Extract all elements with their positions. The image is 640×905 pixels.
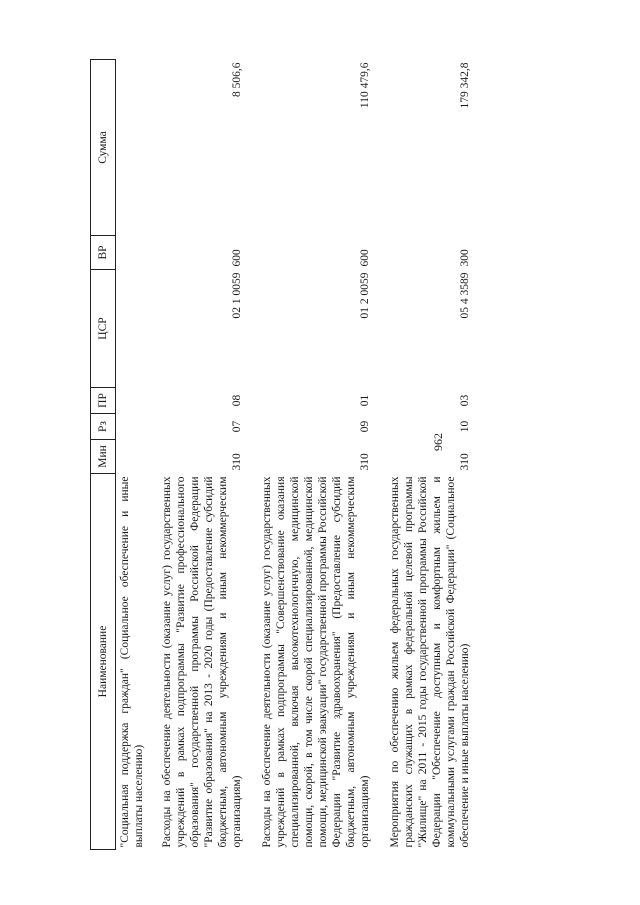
header-pr: ПР — [91, 388, 116, 414]
row-vr — [116, 236, 153, 270]
row-name: "Социальная поддержка граждан" (Социальное обеспечение и иные выплаты населению) — [119, 476, 145, 848]
row-vr: 600 — [231, 249, 243, 267]
row-csr — [116, 270, 153, 388]
row-sum: 110 479,6 — [359, 62, 371, 109]
row-name: Мероприятия по обеспечению жильем федеральных государственных гражданских служащих в рамках федеральной целевой программы "Жилище" на 2011 - 2015 годы государственной программы Российской Федерации "Обеспечение доступным и комфортным жильем и коммунальными услугами граждан Российской Федерации" (Социальное обеспечение и иные выплаты населению) — [389, 476, 471, 848]
table-header-row — [91, 60, 116, 850]
row-min — [116, 440, 153, 474]
row-rz: 10 — [459, 420, 471, 433]
budget-table-sheet — [90, 60, 540, 850]
row-pr: 01 — [359, 394, 371, 407]
row-vr: 600 — [359, 249, 371, 267]
row-sum: 8 506,6 — [231, 62, 243, 97]
row-min: 310 — [459, 453, 471, 471]
row-sum: 179 342,8 — [459, 62, 471, 109]
row-name: Расходы на обеспечение деятельности (оказание услуг) государственных учреждений в рамках подпрограммы "Совершенствование оказания специализированной, включая высокотехнологичную, медицинской помощи, скорой, в том числе скорой специализированной, медицинской помощи, медицинской эвакуации" государственной программы Российской Федерации "Развитие здравоохранения" (Предоставление субсидий бюджетным, автономным учреждениям и иным некоммерческим организациям) — [261, 476, 371, 848]
row-pr: 03 — [459, 394, 471, 407]
row-name: Расходы на обеспечение деятельности (оказание услуг) государственных учреждений в рамках подпрограммы "Развитие профессионального образования" государственной программы Российской Федерации "Развитие образования" на 2013 - 2020 годы (Предоставление субсидий бюджетным, автономным учреждениям и иным некоммерческим организациям) — [161, 476, 243, 848]
row-rz: 09 — [359, 420, 371, 433]
row-csr: 05 4 3589 — [459, 272, 471, 319]
budget-table — [90, 59, 474, 850]
row-min: 310 — [359, 453, 371, 471]
header-csr: ЦСР — [91, 270, 116, 388]
table-row — [152, 60, 252, 850]
header-vr: ВР — [91, 236, 116, 270]
row-rz — [116, 414, 153, 440]
table-row — [380, 60, 474, 850]
header-sum: Сумма — [91, 60, 116, 236]
row-rz: 07 — [231, 420, 243, 433]
header-name: Наименование — [91, 474, 116, 850]
table-row — [116, 60, 153, 850]
table-row — [252, 60, 380, 850]
row-pr — [116, 388, 153, 414]
row-pr: 08 — [231, 394, 243, 407]
row-sum — [116, 60, 153, 236]
row-min: 310 — [231, 453, 243, 471]
header-min: Мин — [91, 440, 116, 474]
header-rz: Рз — [91, 414, 116, 440]
page-number: 962 — [431, 433, 445, 451]
row-vr: 300 — [459, 249, 471, 267]
row-csr: 02 1 0059 — [231, 272, 243, 319]
row-csr: 01 2 0059 — [359, 272, 371, 319]
